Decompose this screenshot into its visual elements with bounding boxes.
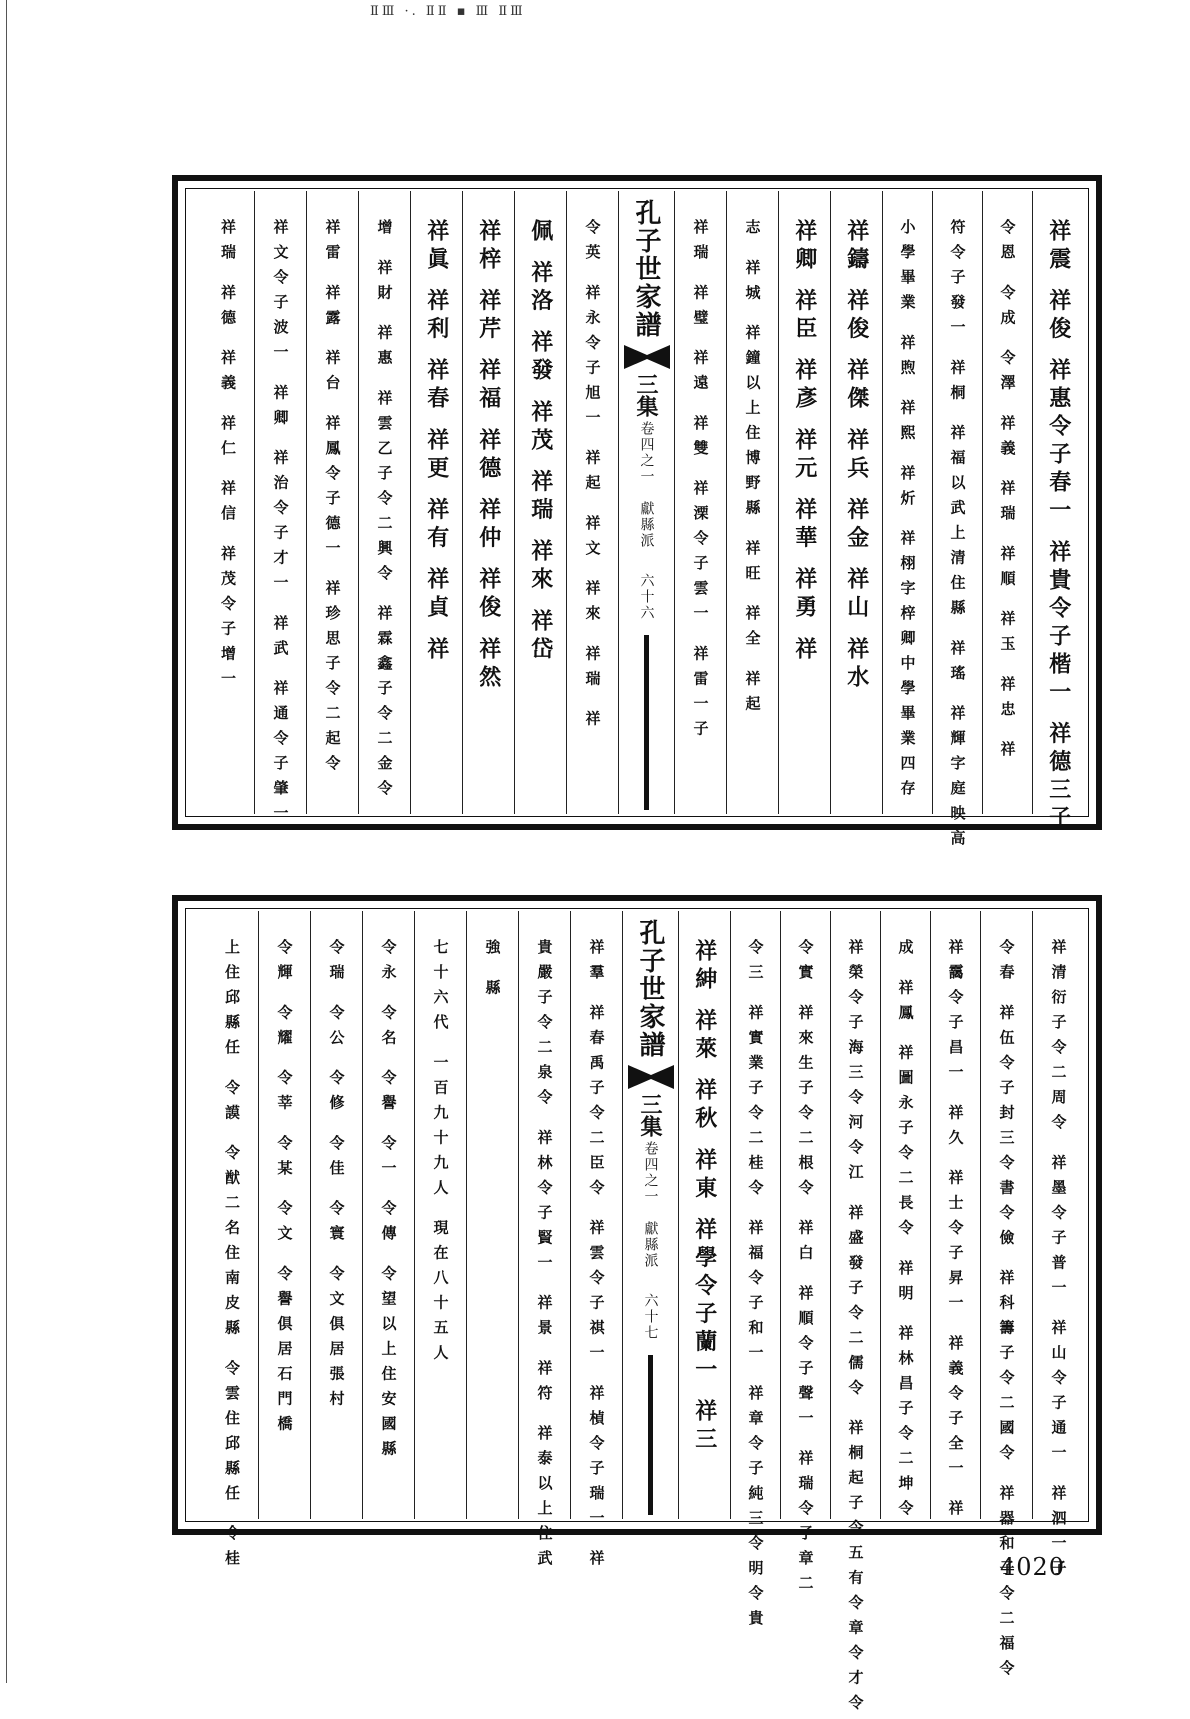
center-header-column	[618, 191, 674, 814]
column-text: 令實 祥來生子令二根令 祥白 祥順令子聲一 祥瑞令子章二	[796, 939, 815, 1600]
column-text: 祥靄令子昌一 祥久 祥士令子昇一 祥義令子全一 祥	[946, 939, 965, 1525]
column	[466, 911, 518, 1519]
column	[362, 911, 414, 1519]
column	[674, 191, 726, 814]
center-bar	[648, 1355, 653, 1515]
column	[566, 191, 618, 814]
column-text: 祥清衍子令二周令 祥墨令子普一 祥山令子通一 祥泗一子	[1049, 939, 1068, 1585]
chapter-label: 卷四之一	[638, 421, 655, 485]
column	[982, 191, 1032, 814]
book-title: 孔子世家譜	[635, 919, 665, 1059]
column	[730, 911, 780, 1635]
column	[358, 191, 410, 814]
column	[514, 191, 566, 814]
column	[202, 191, 254, 814]
column	[414, 911, 466, 1519]
column	[778, 191, 830, 814]
column-text: 小學畢業 祥煦 祥熙 祥炘 祥栩字梓卿中學畢業四存	[898, 219, 917, 805]
branch-label: 獻縣派	[642, 1221, 659, 1269]
column	[932, 191, 982, 855]
volume-label: 三集	[637, 1093, 663, 1137]
column-text: 祥梓 祥芹 祥福 祥德 祥仲 祥俊 祥然	[475, 219, 502, 693]
column-text: 令英 祥永令子旭一 祥起 祥文 祥來 祥瑞 祥	[583, 219, 602, 736]
column-text: 祥震 祥俊 祥惠令子春一 祥貴令子楷一 祥德三子	[1045, 219, 1072, 834]
column-text: 祥瑞 祥璧 祥遠 祥雙 祥溧令子雲一 祥雷一子	[691, 219, 710, 746]
page-number: 4020	[1000, 1553, 1066, 1581]
book-title: 孔子世家譜	[631, 199, 661, 339]
column-text: 貴嚴子令二泉令 祥林令子賢一 祥景 祥符 祥泰以上住武	[535, 939, 554, 1575]
fish-tail-mark-icon	[624, 345, 670, 369]
column-text: 令瑞 令公 令修 令佳 令寰 令文俱居張村	[327, 939, 346, 1416]
column	[306, 191, 358, 814]
column	[830, 911, 880, 1719]
column	[258, 911, 310, 1519]
leaf-number: 六十七	[642, 1293, 659, 1341]
column-text: 符令子發一 祥桐 祥福以武上清住縣 祥瑤 祥輝字庭映高	[948, 219, 967, 855]
column-text: 志 祥城 祥鐘以上住博野縣 祥旺 祥全 祥起	[743, 219, 762, 721]
leaf-number: 六十六	[638, 573, 655, 621]
upper-columns	[190, 191, 1084, 855]
column	[518, 911, 570, 1575]
center-header-column	[622, 911, 678, 1519]
column-text: 祥卿 祥臣 祥彥 祥元 祥華 祥勇 祥	[791, 219, 818, 665]
column	[880, 911, 930, 1525]
column-text: 令春 祥伍令子封三令書令儉 祥科籌子令二國令 祥器和子令二福令	[997, 939, 1016, 1685]
column	[980, 911, 1032, 1685]
branch-label: 獻縣派	[638, 501, 655, 549]
column	[462, 191, 514, 814]
column-text: 成 祥鳳 祥圖永子令二長令 祥明 祥林昌子令二坤令	[896, 939, 915, 1525]
column-text: 祥羣 祥春禹子令二臣令 祥雲令子祺一 祥楨令子瑞一 祥	[587, 939, 606, 1575]
column	[930, 911, 980, 1525]
column	[780, 911, 830, 1600]
column	[1032, 191, 1084, 834]
column	[570, 911, 622, 1575]
column-text: 祥文令子波一 祥卿 祥治令子才一 祥武 祥通令子肇一	[271, 219, 290, 830]
column-text: 七十六代 一百九十九人 現在八十五人	[431, 939, 450, 1370]
column-text: 強 縣	[483, 939, 502, 1005]
column	[310, 911, 362, 1519]
column	[830, 191, 882, 814]
column-text: 令恩 令成 令澤 祥義 祥瑞 祥順 祥玉 祥忠 祥	[998, 219, 1017, 766]
center-bar	[644, 635, 649, 810]
column-text: 令三 祥實業子令二桂令 祥福令子和一 祥章令子純三令明令貴	[746, 939, 765, 1635]
column	[410, 191, 462, 814]
column	[726, 191, 778, 814]
column	[678, 911, 730, 1519]
column-text: 上住邱縣任 令謨 令猷二名住南皮縣 令雲住邱縣任 令桂	[223, 939, 241, 1575]
volume-label: 三集	[633, 373, 659, 417]
column	[206, 911, 258, 1575]
column-text: 令輝 令耀 令莘 令某 令文 令譽俱居石門橋	[275, 939, 294, 1441]
column-text: 祥眞 祥利 祥春 祥更 祥有 祥貞 祥	[423, 219, 450, 665]
column-text: 祥雷 祥露 祥台 祥鳳令子德一 祥珍思子令二起令	[323, 219, 342, 780]
scan-edge-line	[6, 0, 7, 1683]
column-text: 祥榮令子海三令河令江 祥盛發子令二儒令 祥桐起子令五有令章令才令	[846, 939, 865, 1719]
column-text: 佩 祥洛 祥發 祥茂 祥瑞 祥來 祥岱	[527, 219, 554, 665]
column-text: 祥瑞 祥德 祥義 祥仁 祥信 祥茂令子增一	[219, 219, 237, 696]
column-text: 祥紳 祥萊 祥秋 祥東 祥學令子蘭一 祥三	[691, 939, 718, 1456]
column	[254, 191, 306, 830]
upper-genealogy-panel	[172, 175, 1102, 855]
column	[882, 191, 932, 814]
column-text: 令永 令名 令譽 令一 令傳 令望以上住安國縣	[379, 939, 398, 1466]
column-text: 增 祥財 祥惠 祥雲乙子令二興令 祥霖鑫子令二金令	[375, 219, 394, 805]
chapter-label: 卷四之一	[642, 1141, 659, 1205]
top-scan-artifact: ⅡⅢ ·. ⅡⅡ ▪ Ⅲ ⅡⅢ	[370, 4, 526, 16]
column-text: 祥鑄 祥俊 祥傑 祥兵 祥金 祥山 祥水	[843, 219, 870, 693]
fish-tail-mark-icon	[628, 1065, 674, 1089]
